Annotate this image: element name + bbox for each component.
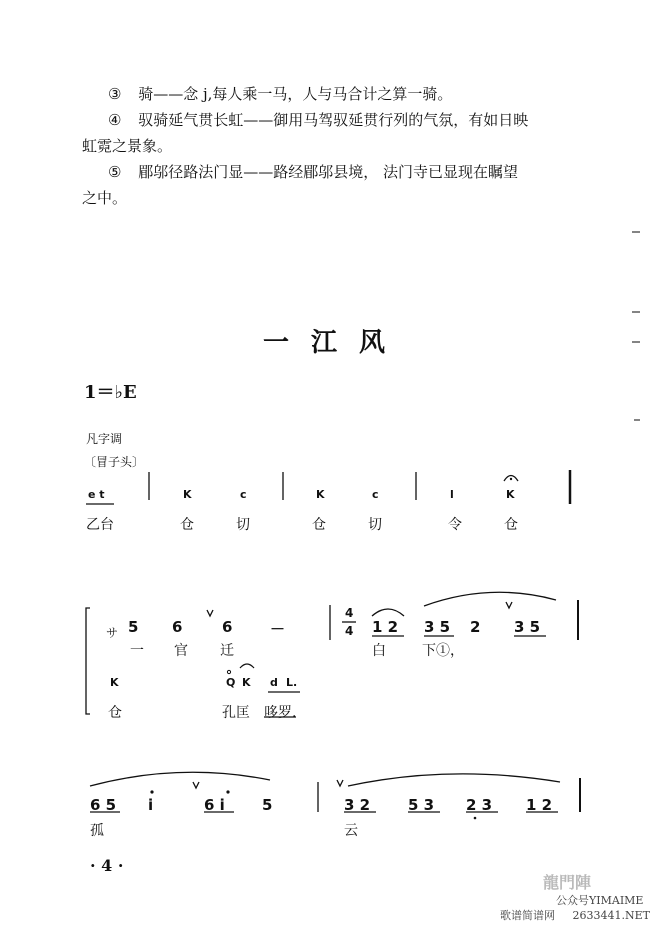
r2-lyric-1: 一 — [130, 643, 144, 659]
r2-note-2: 6 — [172, 618, 183, 636]
r3-note-2: i — [148, 796, 154, 814]
r2-perc-3: K — [242, 676, 251, 689]
dot-q — [227, 670, 230, 673]
watermark-account: 公众号YIMAIME — [556, 894, 644, 907]
watermark-site-name: 歌谱简谱网 — [500, 909, 555, 922]
r2-note-7: 2 — [470, 618, 481, 636]
slur-12 — [372, 609, 404, 616]
syl-4: 仓 — [312, 517, 326, 533]
note-4-number: ④ — [108, 111, 122, 129]
r3-note-7: 2 3 — [466, 796, 493, 814]
syl-5: 切 — [368, 517, 382, 533]
note-4-text: 驭骑延气贯长虹——御用马驾驭延贯行列的气氛，有如日映 — [138, 111, 529, 129]
r3-note-8: 1 2 — [526, 796, 553, 814]
perc-7: K — [506, 488, 515, 501]
high-dot-1 — [150, 790, 153, 793]
slur-row3-a — [90, 772, 270, 786]
high-dot-2 — [226, 790, 229, 793]
r2-note-8: 3 5 — [514, 618, 541, 636]
r3-note-3: 6 i — [204, 796, 225, 814]
key-signature: 1＝♭E — [84, 382, 137, 403]
r3-note-5: 3 2 — [344, 796, 371, 814]
note-3-text: 骑——念 j,每人乘一马，人与马合计之算一骑。 — [138, 85, 453, 103]
note-4-continued: 虹霓之景象。 — [82, 137, 173, 155]
r2-note-1: 5 — [128, 618, 139, 636]
r3-lyric-1: 孤 — [90, 823, 104, 839]
r2-lyric-2: 官 — [174, 643, 188, 659]
note-3-number: ③ — [108, 85, 122, 103]
time-sig-bottom: 4 — [345, 624, 354, 638]
perc-5: c — [372, 488, 379, 501]
r2-lyric-4: 白 — [372, 643, 386, 659]
perc-2: K — [183, 488, 192, 501]
breath-mark-3 — [193, 782, 199, 788]
perc-3: c — [240, 488, 247, 501]
r3-lyric-2: 云 — [344, 823, 358, 839]
prelude-label: 〔冒子头〕 — [84, 455, 145, 469]
r2-perc-syl-3: 哆罗. — [264, 705, 297, 721]
breath-mark-1 — [207, 610, 213, 616]
fermata-2 — [240, 664, 254, 668]
system-bracket — [86, 608, 90, 714]
r3-note-4: 5 — [262, 796, 273, 814]
breath-mark-2 — [506, 602, 512, 608]
time-sig-top: 4 — [345, 606, 354, 620]
syl-3: 切 — [236, 517, 250, 533]
page-number: · 4 · — [90, 856, 124, 875]
syl-2: 仓 — [180, 517, 194, 533]
r2-perc-5: L. — [286, 676, 298, 689]
free-meter-mark: サ — [106, 626, 119, 640]
slur-phrase — [424, 592, 556, 606]
r2-note-4: － — [270, 620, 286, 638]
note-5-number: ⑤ — [108, 163, 122, 181]
r2-lyric-5: 下①， — [422, 643, 464, 659]
syl-6: 令 — [448, 517, 462, 533]
note-5-text: 郿邬径路法门显——路经郿邬县境， 法门寺已显现在瞩望 — [138, 163, 519, 181]
r3-note-1: 6 5 — [90, 796, 117, 814]
syl-1: 乙台 — [86, 517, 114, 533]
fermata-dot-1 — [510, 478, 512, 480]
slur-row3-b — [348, 774, 560, 786]
note-5-continued: 之中。 — [82, 189, 128, 207]
mode-label: 凡字调 — [86, 432, 123, 446]
perc-4: K — [316, 488, 325, 501]
syl-7: 仓 — [504, 517, 518, 533]
watermark-logo: 龍門陣 — [543, 873, 592, 892]
r2-perc-2: Q — [226, 676, 236, 689]
perc-1: e t — [88, 488, 105, 501]
r2-perc-syl-2: 孔匡 — [222, 705, 250, 721]
r2-lyric-3: 迁 — [220, 643, 234, 659]
r2-perc-syl-1: 仓 — [108, 705, 122, 721]
r2-note-6: 3 5 — [424, 618, 451, 636]
r3-note-6: 5 3 — [408, 796, 435, 814]
perc-6: l — [450, 488, 454, 501]
r2-note-3: 6 — [222, 618, 233, 636]
r2-perc-1: K — [110, 676, 119, 689]
r2-note-5: 1 2 — [372, 618, 399, 636]
r2-perc-4: d — [270, 676, 278, 689]
dot-under-2 — [474, 817, 477, 820]
song-title: 一江风 — [263, 328, 408, 358]
breath-mark-4 — [337, 780, 343, 786]
watermark-site-url: 2633441.NET — [572, 909, 650, 922]
